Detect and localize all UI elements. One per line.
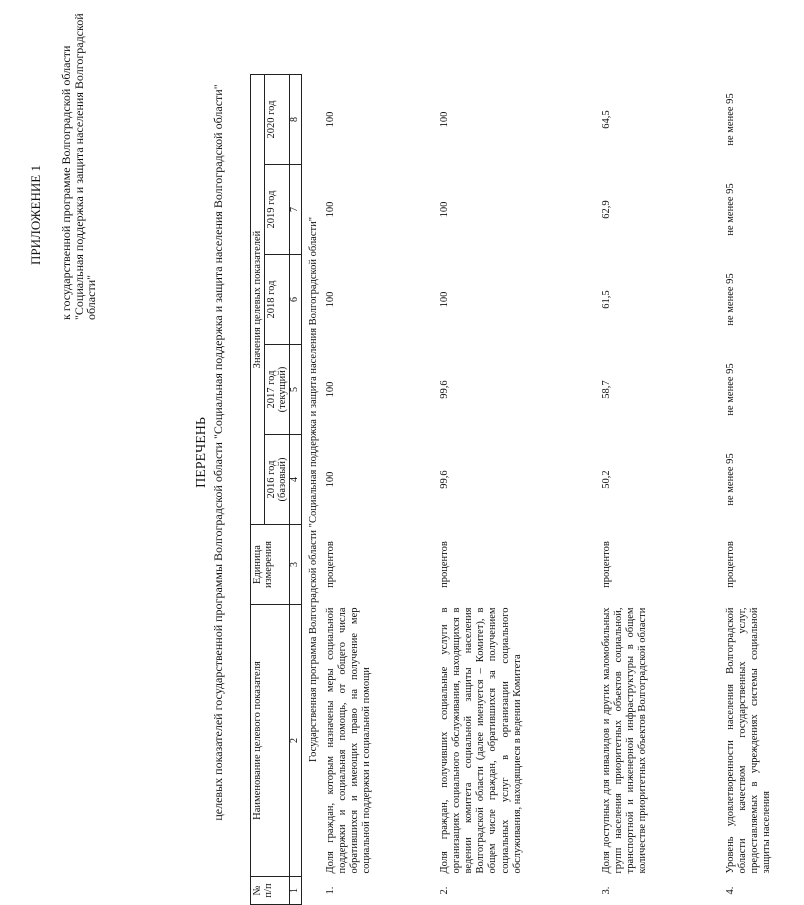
header-year: 2016 год (базовый)	[265, 435, 290, 525]
header-year: 2019 год	[265, 165, 290, 255]
row-number: 4.	[724, 886, 736, 895]
program-title: Государственная программа Волгоградской области "Социальная поддержка и защита населения Волгоградской области"	[307, 217, 319, 763]
indicator-name: Доля доступных для инвалидов и других маломобильных групп населения приоритетных объектов социальной, транспортной и инженерной инфраструктуры в общем количестве приоритетных объектов Волгоградской области	[600, 607, 649, 874]
value-cell: не менее 95	[724, 273, 736, 326]
value-cell: не менее 95	[724, 363, 736, 416]
column-number: 3	[290, 525, 302, 605]
annex-reference: к государственной программе Волгоградской области "Социальная поддержка и защита населения Волгоградской области"	[59, 13, 99, 320]
value-cell: 61,5	[600, 290, 612, 309]
table-row	[600, 75, 724, 905]
value-cell: 62,9	[600, 200, 612, 219]
program-row	[301, 75, 324, 905]
table-row	[324, 75, 438, 905]
header-unit: Единица измерения	[251, 525, 290, 605]
column-number: 4	[290, 435, 302, 525]
value-cell: 100	[438, 201, 450, 218]
column-number: 7	[290, 165, 302, 255]
column-numbers-row	[290, 75, 302, 905]
row-number: 1.	[324, 886, 336, 895]
value-cell: 100	[438, 111, 450, 128]
row-number: 3.	[600, 886, 612, 895]
indicator-name: Доля граждан, получивших социальные услуги в организациях социального обслуживания, находящихся в ведении комитета социальной защиты населения Волгоградской области (далее именуется – Комитет), в общем числе граждан, обратившихся за получением социальных услуг в организации социального обслуживания, находящиеся в ведении Комитета	[438, 607, 523, 874]
unit-cell: процентов	[438, 541, 450, 588]
value-cell: 58,7	[600, 380, 612, 399]
header-name: Наименование целевого показателя	[251, 605, 290, 877]
header-year: 2018 год	[265, 255, 290, 345]
value-cell: 100	[324, 111, 336, 128]
indicator-name: Уровень удовлетворенности населения Волгоградской области качеством государственных услуг, предоставляемых в учреждениях системы социальной защиты населения	[724, 607, 773, 874]
value-cell: не менее 95	[724, 183, 736, 236]
header-num: № п/п	[251, 877, 290, 905]
table-row	[724, 75, 804, 905]
value-cell: не менее 95	[724, 453, 736, 506]
indicator-name: Доля граждан, которым назначены меры социальной поддержки и социальная помощь, от общего числа обратившихся и имеющих право на получение мер социальной поддержки и социальной помощи	[324, 607, 373, 874]
column-number: 2	[290, 605, 302, 877]
value-cell: 50,2	[600, 470, 612, 489]
value-cell: 100	[438, 291, 450, 308]
row-number: 2.	[438, 886, 450, 895]
value-cell: 100	[324, 201, 336, 218]
column-number: 1	[290, 877, 302, 905]
unit-cell: процентов	[600, 541, 612, 588]
value-cell: 100	[324, 291, 336, 308]
column-number: 6	[290, 255, 302, 345]
header-row	[251, 75, 265, 905]
value-cell: 64,5	[600, 110, 612, 129]
header-values-group: Значения целевых показателей	[251, 75, 265, 525]
annex-title: ПРИЛОЖЕНИЕ 1	[28, 165, 43, 265]
table-row	[438, 75, 600, 905]
document-title: ПЕРЕЧЕНЬ	[194, 417, 209, 488]
value-cell: 99,6	[438, 470, 450, 489]
unit-cell: процентов	[724, 541, 736, 588]
header-year: 2020 год	[265, 75, 290, 165]
unit-cell: процентов	[324, 541, 336, 588]
header-year: 2017 год (текущий)	[265, 345, 290, 435]
column-number: 5	[290, 345, 302, 435]
value-cell: 99,6	[438, 380, 450, 399]
value-cell: 100	[324, 471, 336, 488]
document-subtitle: целевых показателей государственной программы Волгоградской области "Социальная поддержка и защита населения Волгоградской области"	[211, 84, 225, 821]
value-cell: 100	[324, 381, 336, 398]
column-number: 8	[290, 75, 302, 165]
value-cell: не менее 95	[724, 93, 736, 146]
indicators-table	[250, 74, 804, 905]
